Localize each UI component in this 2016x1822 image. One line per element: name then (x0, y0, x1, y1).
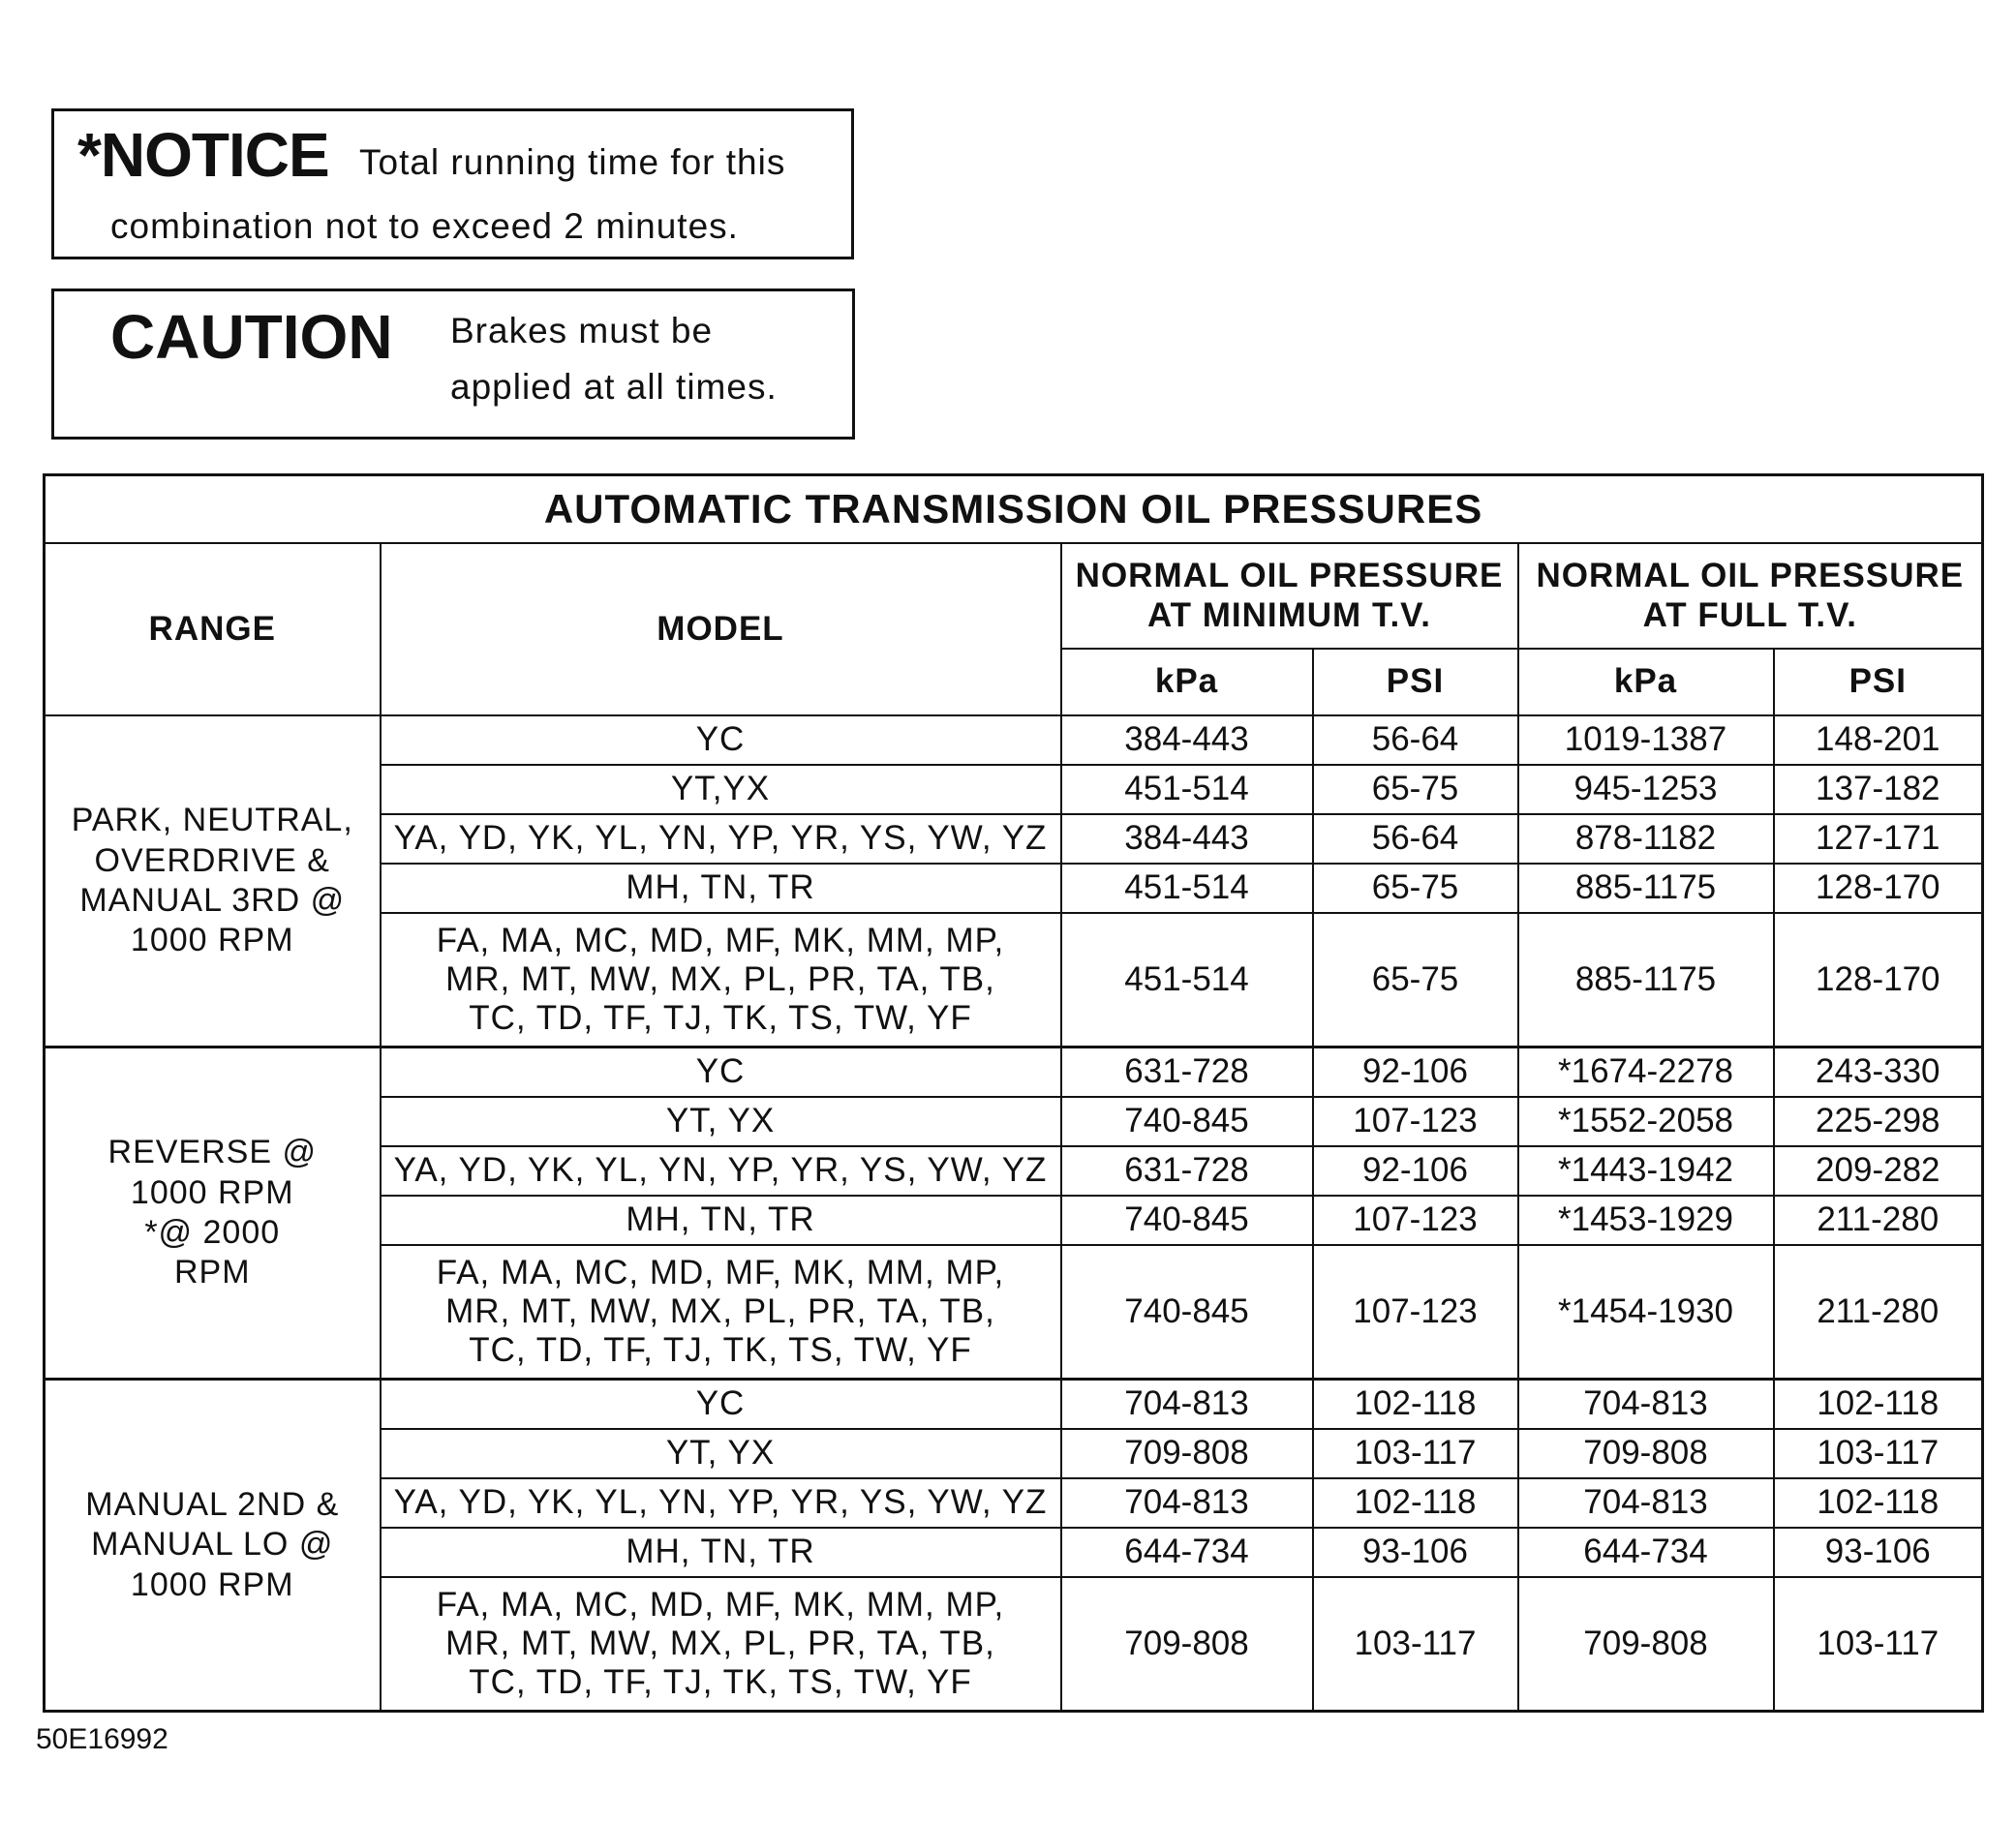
full-psi-cell: 103-117 (1774, 1577, 1983, 1712)
min-kpa-cell: 451-514 (1061, 765, 1313, 814)
caution-line-2: applied at all times. (450, 367, 778, 407)
model-cell: FA, MA, MC, MD, MF, MK, MM, MP, MR, MT, MW, MX, PL, PR, TA, TB, TC, TD, TF, TJ, TK, TS, TW, YF (381, 1245, 1061, 1380)
min-kpa-cell: 631-728 (1061, 1048, 1313, 1098)
min-psi-cell: 107-123 (1313, 1196, 1518, 1245)
header-full-tv: NORMAL OIL PRESSURE AT FULL T.V. (1518, 543, 1983, 649)
model-cell: YC (381, 715, 1061, 765)
full-psi-cell: 211-280 (1774, 1196, 1983, 1245)
full-psi-cell: 148-201 (1774, 715, 1983, 765)
full-psi-cell: 93-106 (1774, 1528, 1983, 1577)
full-psi-cell: 128-170 (1774, 913, 1983, 1048)
full-kpa-cell: 945-1253 (1518, 765, 1774, 814)
figure-id: 50E16992 (36, 1723, 168, 1755)
range-cell: PARK, NEUTRAL, OVERDRIVE & MANUAL 3RD @ 1000 RPM (45, 715, 381, 1048)
model-cell: YT, YX (381, 1429, 1061, 1478)
model-cell: FA, MA, MC, MD, MF, MK, MM, MP, MR, MT, MW, MX, PL, PR, TA, TB, TC, TD, TF, TJ, TK, TS, TW, YF (381, 1577, 1061, 1712)
model-cell: MH, TN, TR (381, 1196, 1061, 1245)
full-kpa-cell: 709-808 (1518, 1429, 1774, 1478)
full-kpa-cell: 1019-1387 (1518, 715, 1774, 765)
table-title: AUTOMATIC TRANSMISSION OIL PRESSURES (45, 475, 1983, 544)
min-psi-cell: 103-117 (1313, 1429, 1518, 1478)
min-psi-cell: 102-118 (1313, 1380, 1518, 1430)
header-full-kpa: kPa (1518, 649, 1774, 715)
full-psi-cell: 102-118 (1774, 1478, 1983, 1528)
notice-title: *NOTICE (77, 120, 329, 190)
min-kpa-cell: 631-728 (1061, 1146, 1313, 1196)
full-psi-cell: 128-170 (1774, 864, 1983, 913)
min-kpa-cell: 709-808 (1061, 1429, 1313, 1478)
model-cell: YC (381, 1380, 1061, 1430)
min-kpa-cell: 704-813 (1061, 1380, 1313, 1430)
min-kpa-cell: 451-514 (1061, 864, 1313, 913)
model-cell: YA, YD, YK, YL, YN, YP, YR, YS, YW, YZ (381, 1146, 1061, 1196)
full-kpa-cell: 885-1175 (1518, 864, 1774, 913)
min-kpa-cell: 451-514 (1061, 913, 1313, 1048)
header-model: MODEL (381, 543, 1061, 715)
notice-line-1: Total running time for this (359, 142, 786, 182)
range-cell: REVERSE @ 1000 RPM *@ 2000 RPM (45, 1048, 381, 1380)
full-psi-cell: 137-182 (1774, 765, 1983, 814)
full-kpa-cell: 878-1182 (1518, 814, 1774, 864)
min-kpa-cell: 709-808 (1061, 1577, 1313, 1712)
min-psi-cell: 65-75 (1313, 765, 1518, 814)
header-min-psi: PSI (1313, 649, 1518, 715)
header-min-kpa: kPa (1061, 649, 1313, 715)
oil-pressure-table (43, 473, 1984, 1713)
model-cell: MH, TN, TR (381, 1528, 1061, 1577)
min-kpa-cell: 704-813 (1061, 1478, 1313, 1528)
full-psi-cell: 211-280 (1774, 1245, 1983, 1380)
full-kpa-cell: *1552-2058 (1518, 1097, 1774, 1146)
model-cell: YA, YD, YK, YL, YN, YP, YR, YS, YW, YZ (381, 814, 1061, 864)
full-psi-cell: 102-118 (1774, 1380, 1983, 1430)
range-cell: MANUAL 2ND & MANUAL LO @ 1000 RPM (45, 1380, 381, 1712)
min-kpa-cell: 644-734 (1061, 1528, 1313, 1577)
model-cell: YA, YD, YK, YL, YN, YP, YR, YS, YW, YZ (381, 1478, 1061, 1528)
header-range: RANGE (45, 543, 381, 715)
model-cell: YT,YX (381, 765, 1061, 814)
full-kpa-cell: *1454-1930 (1518, 1245, 1774, 1380)
model-cell: YC (381, 1048, 1061, 1098)
min-psi-cell: 107-123 (1313, 1245, 1518, 1380)
min-psi-cell: 92-106 (1313, 1048, 1518, 1098)
min-psi-cell: 65-75 (1313, 913, 1518, 1048)
caution-title: CAUTION (110, 302, 393, 372)
min-psi-cell: 102-118 (1313, 1478, 1518, 1528)
full-kpa-cell: *1674-2278 (1518, 1048, 1774, 1098)
full-kpa-cell: 644-734 (1518, 1528, 1774, 1577)
min-kpa-cell: 740-845 (1061, 1097, 1313, 1146)
min-psi-cell: 92-106 (1313, 1146, 1518, 1196)
min-psi-cell: 107-123 (1313, 1097, 1518, 1146)
full-kpa-cell: 885-1175 (1518, 913, 1774, 1048)
header-full-psi: PSI (1774, 649, 1983, 715)
full-kpa-cell: 709-808 (1518, 1577, 1774, 1712)
notice-box (51, 108, 854, 259)
min-psi-cell: 56-64 (1313, 814, 1518, 864)
min-psi-cell: 103-117 (1313, 1577, 1518, 1712)
model-cell: YT, YX (381, 1097, 1061, 1146)
full-psi-cell: 127-171 (1774, 814, 1983, 864)
full-psi-cell: 103-117 (1774, 1429, 1983, 1478)
model-cell: MH, TN, TR (381, 864, 1061, 913)
min-kpa-cell: 740-845 (1061, 1245, 1313, 1380)
full-kpa-cell: 704-813 (1518, 1380, 1774, 1430)
model-cell: FA, MA, MC, MD, MF, MK, MM, MP, MR, MT, MW, MX, PL, PR, TA, TB, TC, TD, TF, TJ, TK, TS, TW, YF (381, 913, 1061, 1048)
min-psi-cell: 56-64 (1313, 715, 1518, 765)
min-psi-cell: 65-75 (1313, 864, 1518, 913)
full-psi-cell: 225-298 (1774, 1097, 1983, 1146)
min-kpa-cell: 384-443 (1061, 715, 1313, 765)
min-kpa-cell: 384-443 (1061, 814, 1313, 864)
full-kpa-cell: *1453-1929 (1518, 1196, 1774, 1245)
full-psi-cell: 243-330 (1774, 1048, 1983, 1098)
notice-line-2: combination not to exceed 2 minutes. (110, 206, 739, 246)
header-min-tv: NORMAL OIL PRESSURE AT MINIMUM T.V. (1061, 543, 1518, 649)
caution-box (51, 288, 855, 440)
min-psi-cell: 93-106 (1313, 1528, 1518, 1577)
full-kpa-cell: *1443-1942 (1518, 1146, 1774, 1196)
full-psi-cell: 209-282 (1774, 1146, 1983, 1196)
min-kpa-cell: 740-845 (1061, 1196, 1313, 1245)
caution-line-1: Brakes must be (450, 311, 714, 350)
full-kpa-cell: 704-813 (1518, 1478, 1774, 1528)
